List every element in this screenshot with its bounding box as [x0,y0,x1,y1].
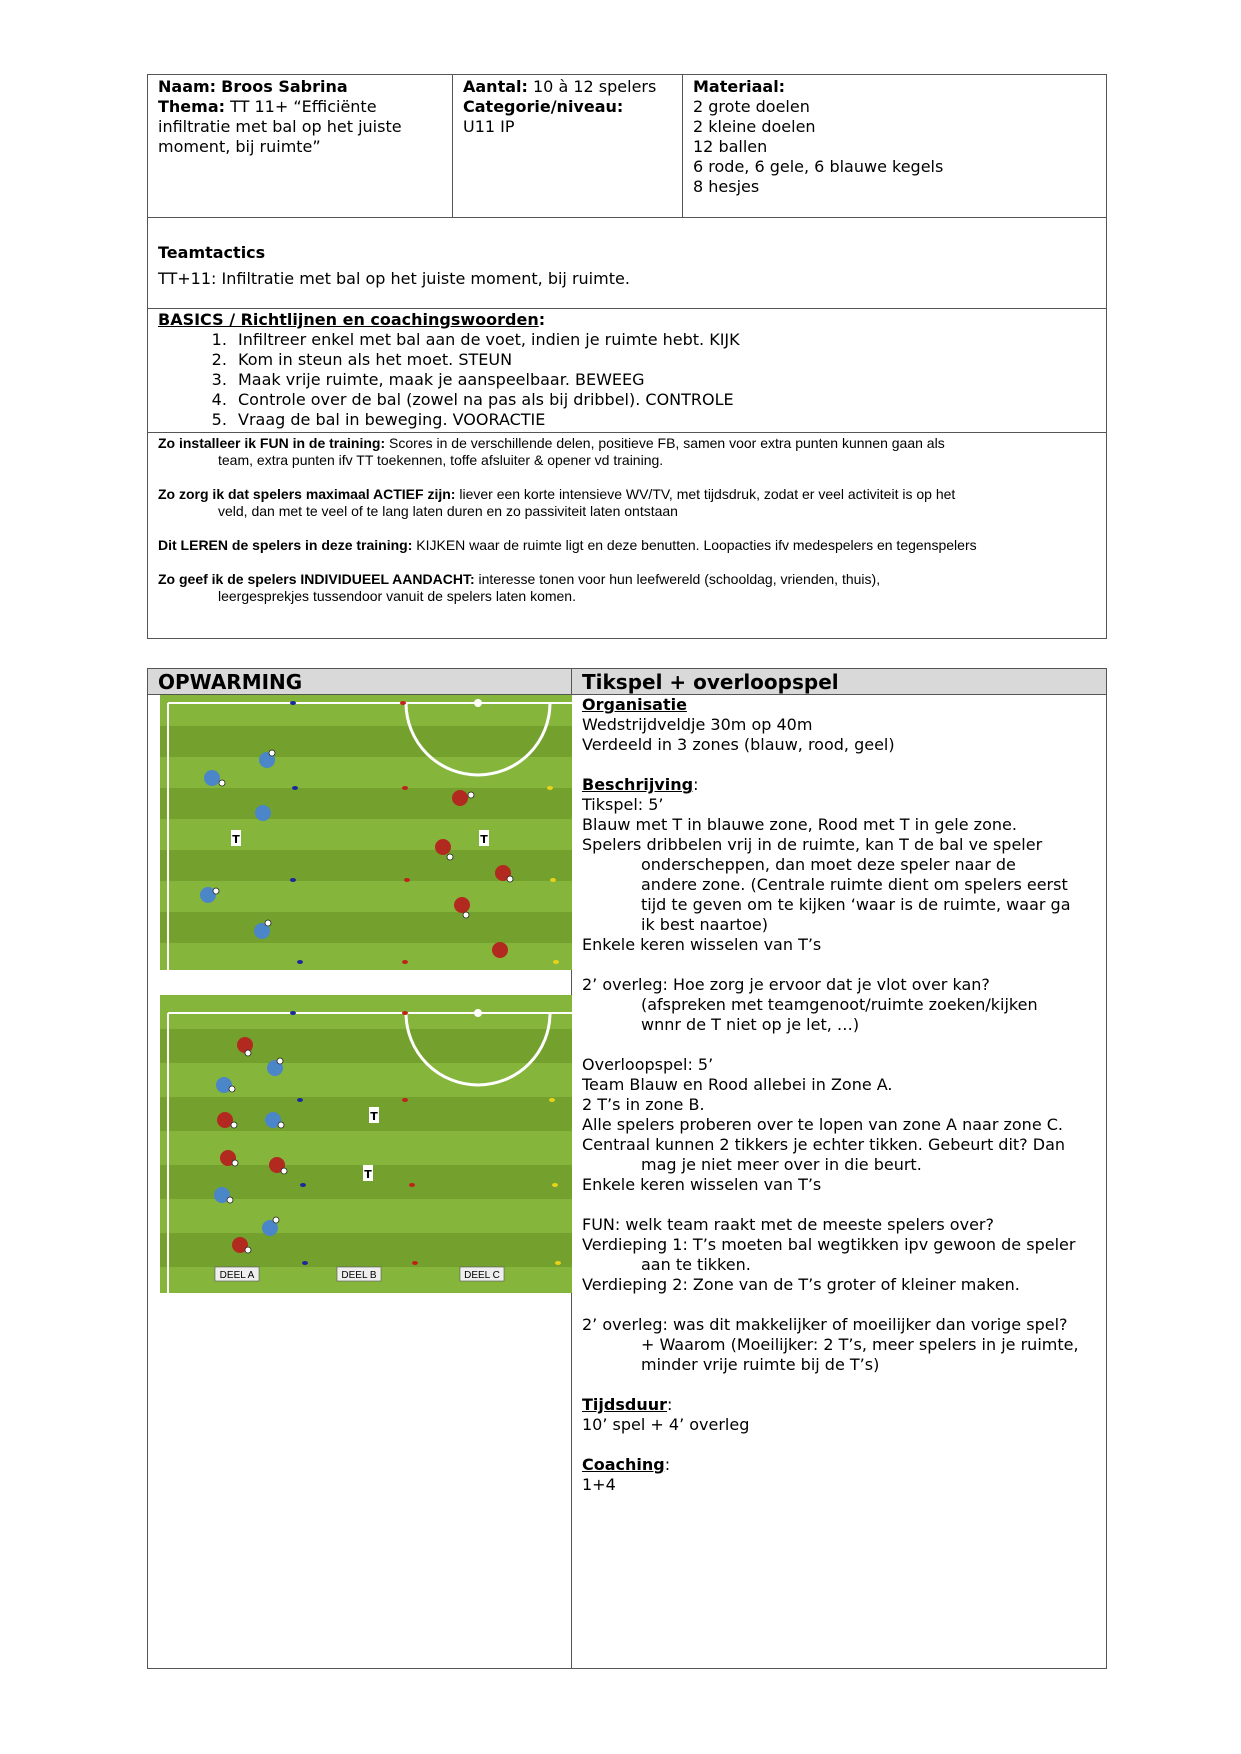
coaching-value: 1+4 [582,1475,616,1494]
blue-cone [290,878,296,882]
tip-label: Zo zorg ik dat spelers maximaal ACTIEF zijn: [158,486,456,502]
teamtactics-title: Teamtactics [158,243,266,262]
overloop-line: Centraal kunnen 2 tikkers je echter tikken. Gebeurt dit? Dan [582,1135,1066,1154]
red-cone [409,1183,415,1187]
naam-label: Naam: [158,77,217,96]
ball [265,920,271,926]
red-cone [402,960,408,964]
ball [269,750,275,756]
beschrijving-title: Beschrijving [582,775,694,794]
tip-text-cont: veld, dan met te veel of te lang laten duren en zo passiviteit laten ontstaan [218,503,678,519]
grass [160,695,572,970]
red-cone [402,1011,408,1015]
blue-cone [300,1183,306,1187]
red-player [435,839,451,855]
info-row-header [148,75,1106,218]
ball [245,1247,251,1253]
tip-fun [158,435,1096,469]
ball [213,888,219,894]
categorie-value: U11 IP [463,117,515,136]
tijdsduur-title: Tijdsduur [582,1395,667,1414]
ball [245,1050,251,1056]
overleg2-line: minder vrije ruimte bij de T’s) [641,1355,880,1374]
ball [232,1160,238,1166]
teamtactics-section [148,217,1106,309]
fun-line: FUN: welk team raakt met de meeste spelers over? [582,1215,994,1234]
blue-cone [302,1261,308,1265]
diagram-column [148,695,572,1668]
ball [447,854,453,860]
materiaal-item: 2 grote doelen [693,97,810,116]
basics-section [148,309,1106,433]
tip-text-cont: leergesprekjes tussendoor vanuit de spelers laten komen. [218,588,576,604]
red-player [217,1112,233,1128]
coaching-colon: : [664,1455,671,1474]
overloop-line: 2 T’s in zone B. [582,1095,705,1114]
yellow-cone [553,960,559,964]
yellow-cone [550,878,556,882]
basics-item: 5. Vraag de bal in beweging. VOORACTIE [232,410,1096,430]
ball [507,876,513,882]
tip-aandacht [158,571,1096,605]
basics-title: BASICS / Richtlijnen en coachingswoorden [158,310,539,329]
blue-cone [297,1098,303,1102]
aantal-label: Aantal: [463,77,528,96]
ball [227,1197,233,1203]
tikspel-line: ik best naartoe) [641,915,768,934]
tagger-label: T [370,1110,378,1123]
zone-c-label: DEEL C [464,1270,500,1281]
blue-player [255,805,271,821]
overleg1-line: wnnr de T niet op je let, …) [641,1015,860,1034]
fun-line: Verdieping 2: Zone van de T’s groter of kleiner maken. [582,1275,1020,1294]
aantal-value: 10 à 12 spelers [533,77,657,96]
thema-value: TT 11+ “Efficiënte infiltratie met bal op het juiste moment, bij ruimte” [158,97,402,156]
materiaal-item: 12 ballen [693,137,768,156]
materiaal-item: 6 rode, 6 gele, 6 blauwe kegels [693,157,944,176]
blue-cone [292,786,298,790]
basics-item: 4. Controle over de bal (zowel na pas als bij dribbel). CONTROLE [232,390,1096,410]
tikspel-line: Tikspel: 5’ [582,795,664,814]
tikspel-line: Blauw met T in blauwe zone, Rood met T in gele zone. [582,815,1017,834]
red-cone [402,1098,408,1102]
ball [219,780,225,786]
tip-text: Scores in de verschillende delen, positieve FB, samen voor extra punten kunnen gaan als [385,435,945,451]
overleg1-line: 2’ overleg: Hoe zorg je ervoor dat je vlot over kan? [582,975,990,994]
overleg1-line: (afspreken met teamgenoot/ruimte zoeken/kijken [641,995,1038,1014]
red-player [237,1037,253,1053]
overloop-line: mag je niet meer over in die beurt. [641,1155,922,1174]
organisatie-title: Organisatie [582,695,687,714]
materiaal-cell [683,75,1106,217]
categorie-label: Categorie/niveau: [463,97,624,116]
blue-player [204,770,220,786]
tikspel-line: tijd te geven om te kijken ‘waar is de ruimte, waar ga [641,895,1071,914]
materiaal-item: 2 kleine doelen [693,117,816,136]
tip-actief [158,486,1096,520]
tip-text: liever een korte intensieve WV/TV, met tijdsdruk, zodat er veel activiteit is op het [455,486,956,502]
tip-label: Dit LEREN de spelers in deze training: [158,537,413,553]
overloop-line: Team Blauw en Rood allebei in Zone A. [582,1075,893,1094]
tip-leren [158,537,1096,554]
red-player [454,897,470,913]
exercise-table [147,668,1107,1669]
ball [281,1168,287,1174]
tip-text: interesse tonen voor hun leefwereld (schooldag, vrienden, thuis), [474,571,881,587]
ball [277,1058,283,1064]
zone-a-label: DEEL A [219,1270,255,1281]
tagger-label: T [232,833,240,846]
ball [231,1122,237,1128]
yellow-cone [547,786,553,790]
organisatie-line: Wedstrijdveldje 30m op 40m [582,715,813,734]
red-cone [402,786,408,790]
red-cone [400,701,406,705]
basics-list [158,330,1096,430]
basics-colon: : [538,310,546,329]
overloopspel-field-diagram [160,995,572,1293]
tikspel-line: andere zone. (Centrale ruimte dient om spelers eerst [641,875,1068,894]
basics-item: 2. Kom in steun als het moet. STEUN [232,350,1096,370]
blue-cone [290,701,296,705]
grass [160,995,572,1293]
section-title: OPWARMING [148,669,572,695]
tijdsduur-value: 10’ spel + 4’ overleg [582,1415,750,1434]
yellow-cone [549,1098,555,1102]
tikspel-line: Enkele keren wisselen van T’s [582,935,822,954]
tijdsduur-colon: : [666,1395,673,1414]
tips-section [148,433,1106,638]
exercise-title: Tikspel + overloopspel [572,669,1106,695]
tip-label: Zo geef ik de spelers INDIVIDUEEL AANDACHT: [158,571,475,587]
info-table [147,74,1107,639]
overloop-line: Overloopspel: 5’ [582,1055,714,1074]
red-player [492,942,508,958]
tikspel-field-diagram [160,695,572,970]
zone-b-label: DEEL B [341,1270,377,1281]
materiaal-item: 8 hesjes [693,177,760,196]
tip-text: KIJKEN waar de ruimte ligt en deze benutten. Loopacties ifv medespelers en tegenspelers [412,537,977,553]
blue-cone [290,1011,296,1015]
aantal-cell [453,75,683,217]
ball [463,912,469,918]
organisatie-line: Verdeeld in 3 zones (blauw, rood, geel) [582,735,895,754]
ball [278,1122,284,1128]
description-column [572,695,1106,1668]
overloop-line: Alle spelers proberen over te lopen van zone A naar zone C. [582,1115,1064,1134]
center-spot [474,699,482,707]
naam-value: Broos Sabrina [221,77,348,96]
red-cone [412,1261,418,1265]
overleg2-line: 2’ overleg: was dit makkelijker of moeilijker dan vorige spel? [582,1315,1068,1334]
coaching-title: Coaching [582,1455,665,1474]
yellow-cone [555,1261,561,1265]
overloop-line: Enkele keren wisselen van T’s [582,1175,822,1194]
basics-item: 1. Infiltreer enkel met bal aan de voet, indien je ruimte hebt. KIJK [232,330,1096,350]
ball [468,792,474,798]
teamtactics-text: TT+11: Infiltratie met bal op het juiste moment, bij ruimte. [158,269,630,288]
basics-item: 3. Maak vrije ruimte, maak je aanspeelbaar. BEWEEG [232,370,1096,390]
red-player [452,790,468,806]
tikspel-line: onderscheppen, dan moet deze speler naar de [641,855,1016,874]
tikspel-line: Spelers dribbelen vrij in de ruimte, kan T de bal ve speler [582,835,1043,854]
materiaal-label: Materiaal: [693,77,786,96]
fun-line: aan te tikken. [641,1255,751,1274]
tip-label: Zo installeer ik FUN in de training: [158,435,386,451]
fun-line: Verdieping 1: T’s moeten bal wegtikken ipv gewoon de speler [582,1235,1076,1254]
tip-text-cont: team, extra punten ifv TT toekennen, toffe afsluiter & opener vd training. [218,452,664,468]
center-spot [474,1009,482,1017]
blue-cone [297,960,303,964]
tagger-label: T [364,1168,372,1181]
tagger-label: T [480,833,488,846]
red-cone [404,878,410,882]
overleg2-line: + Waarom (Moeilijker: 2 T’s, meer spelers in je ruimte, [641,1335,1079,1354]
ball [229,1086,235,1092]
thema-label: Thema: [158,97,226,116]
yellow-cone [552,1183,558,1187]
ball [273,1217,279,1223]
naam-thema-cell [148,75,453,217]
beschrijving-colon: : [693,775,699,794]
